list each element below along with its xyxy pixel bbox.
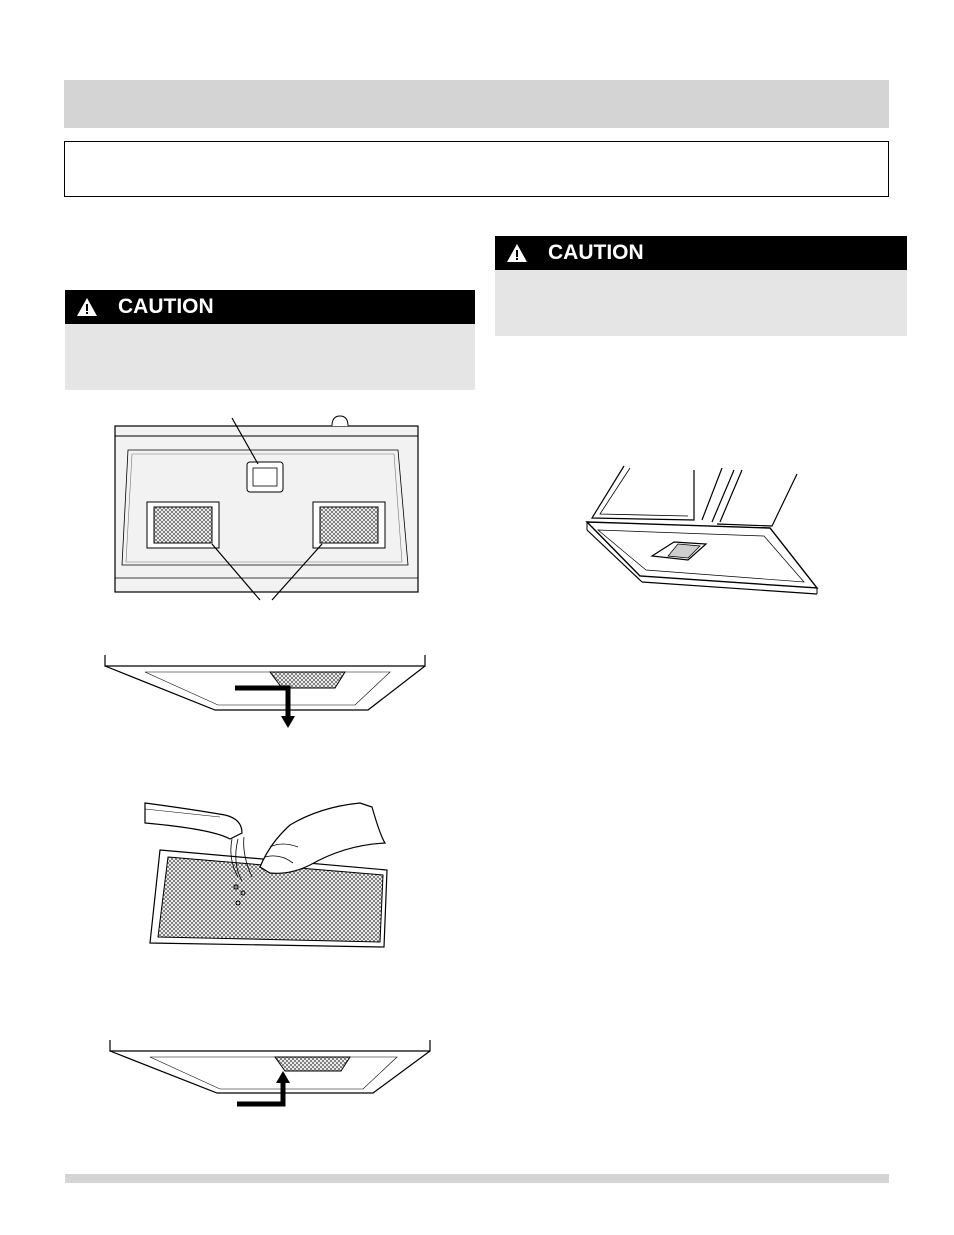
caution-left-header (65, 290, 475, 324)
title-band (64, 80, 889, 128)
caution-left-label: CAUTION (118, 295, 214, 318)
warning-triangle-icon (76, 297, 98, 317)
caution-right-body (495, 270, 907, 336)
filter-removal-illustration (100, 650, 440, 735)
warning-triangle-icon (506, 243, 528, 263)
caution-right-label: CAUTION (548, 241, 644, 264)
caution-right-header (495, 236, 907, 270)
light-cover-illustration (582, 460, 822, 600)
filter-replacement-illustration (105, 1035, 445, 1115)
filter-washing-illustration (140, 795, 400, 950)
intro-box (64, 141, 889, 197)
caution-left-body (65, 324, 475, 390)
footer-band (65, 1174, 889, 1183)
hood-underside-illustration (110, 410, 430, 610)
